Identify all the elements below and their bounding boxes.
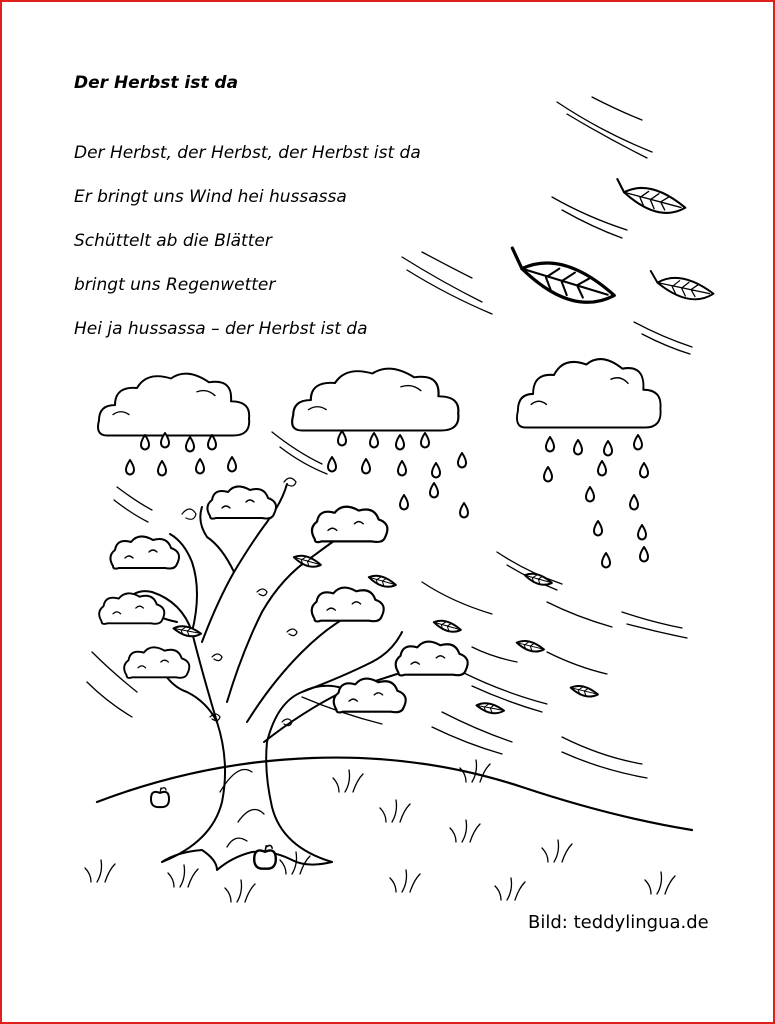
foliage (312, 507, 387, 542)
foliage (396, 642, 468, 676)
leaf-icon (515, 638, 544, 655)
poem-title: Der Herbst ist da (74, 73, 239, 93)
apple-icon (254, 845, 276, 868)
leaf-icon (475, 700, 504, 716)
raindrops (126, 431, 648, 568)
foliage (312, 588, 384, 622)
poem-line: Der Herbst, der Herbst, der Herbst ist da (74, 143, 421, 163)
grass-tufts (85, 760, 675, 902)
leaf-icon (569, 683, 598, 700)
leaf-icon (646, 270, 715, 305)
leaf-icon (611, 178, 687, 220)
cloud-icon (98, 374, 249, 436)
leaf-icon (172, 623, 201, 639)
image-credit: Bild: teddylingua.de (528, 912, 709, 933)
apple-icon (151, 788, 169, 807)
autumn-tree-illustration (2, 2, 773, 1022)
poem-line: Er bringt uns Wind hei hussassa (74, 187, 347, 207)
foliage (334, 679, 406, 713)
poem-line: Hei ja hussassa – der Herbst ist da (74, 319, 368, 339)
foliage (99, 593, 164, 624)
leaf-icon (432, 617, 461, 635)
foliage (124, 647, 189, 678)
poem-line: Schüttelt ab die Blätter (74, 231, 272, 251)
leaf-icon (502, 246, 618, 313)
foliage (110, 536, 179, 568)
poem-line: bringt uns Regenwetter (74, 275, 276, 295)
foliage (207, 486, 276, 518)
cloud-icon (517, 359, 661, 427)
hill-line (97, 758, 692, 830)
leaf-icon (367, 572, 396, 590)
cloud-icon (292, 369, 458, 431)
